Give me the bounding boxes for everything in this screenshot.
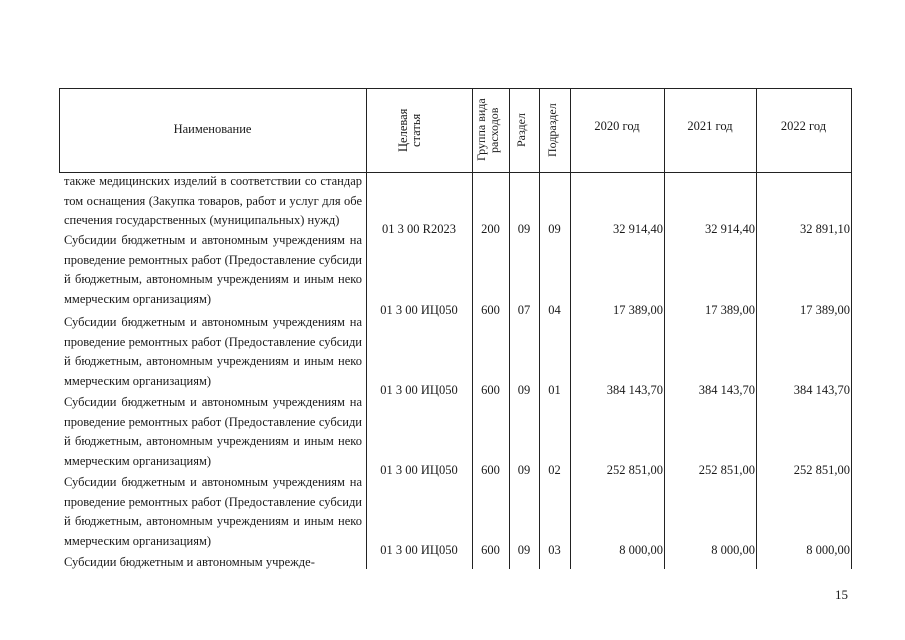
row-value-2022: 8 000,00 (806, 543, 850, 557)
row-expense-group: 600 (481, 543, 500, 557)
row-value-2022: 17 389,00 (800, 303, 850, 317)
col-border-code (472, 88, 473, 569)
header-year-2022: 2022 год (780, 119, 827, 133)
row-name: Субсидии бюджетным и автономным учреждениям на проведение ремонтных работ (Предоставление субсидий бюджетным, автономным учреждениям и иным некоммерческим организациям) (64, 395, 362, 468)
header-year-2020: 2020 год (594, 119, 640, 133)
row-value-2022: 32 891,10 (800, 222, 850, 236)
table-top-border (59, 88, 852, 89)
row-section: 09 (517, 543, 531, 557)
col-border-2021 (756, 88, 757, 569)
header-subsection: Подраздел (545, 103, 559, 157)
row-subsection: 02 (548, 463, 561, 477)
row-name: Субсидии бюджетным и автономным учреждениям на проведение ремонтных работ (Предоставление субсидий бюджетным, автономным учреждениям и иным некоммерческим организациям) (64, 315, 362, 388)
row-value-2022: 384 143,70 (793, 383, 850, 397)
row-subsection: 03 (548, 543, 561, 557)
row-value-2020: 8 000,00 (619, 543, 663, 557)
row-target-article: 01 3 00 ИЦ050 (380, 303, 458, 317)
row-expense-group: 600 (481, 463, 500, 477)
row-value-2021: 252 851,00 (698, 463, 755, 477)
header-section: Раздел (514, 113, 528, 147)
row-expense-group: 600 (481, 383, 500, 397)
row-value-2021: 32 914,40 (705, 222, 755, 236)
page-number: 15 (835, 587, 848, 602)
col-border-name (366, 88, 367, 569)
col-border-subsection (570, 88, 571, 569)
row-value-2022: 252 851,00 (793, 463, 850, 477)
row-subsection: 04 (548, 303, 561, 317)
row-target-article: 01 3 00 ИЦ050 (380, 463, 458, 477)
row-subsection: 01 (548, 383, 561, 397)
row-name: Субсидии бюджетным и автономным учрежде- (64, 555, 315, 569)
row-expense-group: 600 (481, 303, 500, 317)
col-border-right (851, 88, 852, 569)
row-target-article: 01 3 00 ИЦ050 (380, 383, 458, 397)
col-border-section (539, 88, 540, 569)
row-value-2020: 17 389,00 (613, 303, 663, 317)
row-section: 09 (517, 463, 531, 477)
row-value-2020: 384 143,70 (606, 383, 663, 397)
row-name: Субсидии бюджетным и автономным учреждениям на проведение ремонтных работ (Предоставление субсидий бюджетным, автономным учреждениям и иным некоммерческим организациям) (64, 475, 362, 548)
row-subsection: 09 (548, 222, 561, 236)
col-border-2020 (664, 88, 665, 569)
row-section: 07 (517, 303, 531, 317)
header-expense-group: Группа вида расходов (474, 98, 501, 162)
row-section: 09 (517, 222, 531, 236)
row-name: также медицинских изделий в соответствии со стандартом оснащения (Закупка товаров, работ и услуг для обеспечения государственных (муниципальных) нужд) (64, 174, 362, 228)
row-target-article: 01 3 00 R2023 (382, 222, 456, 236)
row-name: Субсидии бюджетным и автономным учреждениям на проведение ремонтных работ (Предоставление субсидий бюджетным, автономным учреждениям и иным некоммерческим организациям) (64, 233, 362, 306)
row-value-2020: 32 914,40 (613, 222, 663, 236)
row-expense-group: 200 (481, 222, 500, 236)
header-name: Наименование (173, 122, 252, 136)
row-value-2021: 384 143,70 (698, 383, 755, 397)
row-value-2020: 252 851,00 (606, 463, 663, 477)
col-border-group (509, 88, 510, 569)
row-value-2021: 17 389,00 (705, 303, 755, 317)
header-target-article: Целевая статья (396, 108, 423, 152)
header-year-2021: 2021 год (687, 119, 733, 133)
row-section: 09 (517, 383, 531, 397)
row-target-article: 01 3 00 ИЦ050 (380, 543, 458, 557)
row-value-2021: 8 000,00 (711, 543, 755, 557)
